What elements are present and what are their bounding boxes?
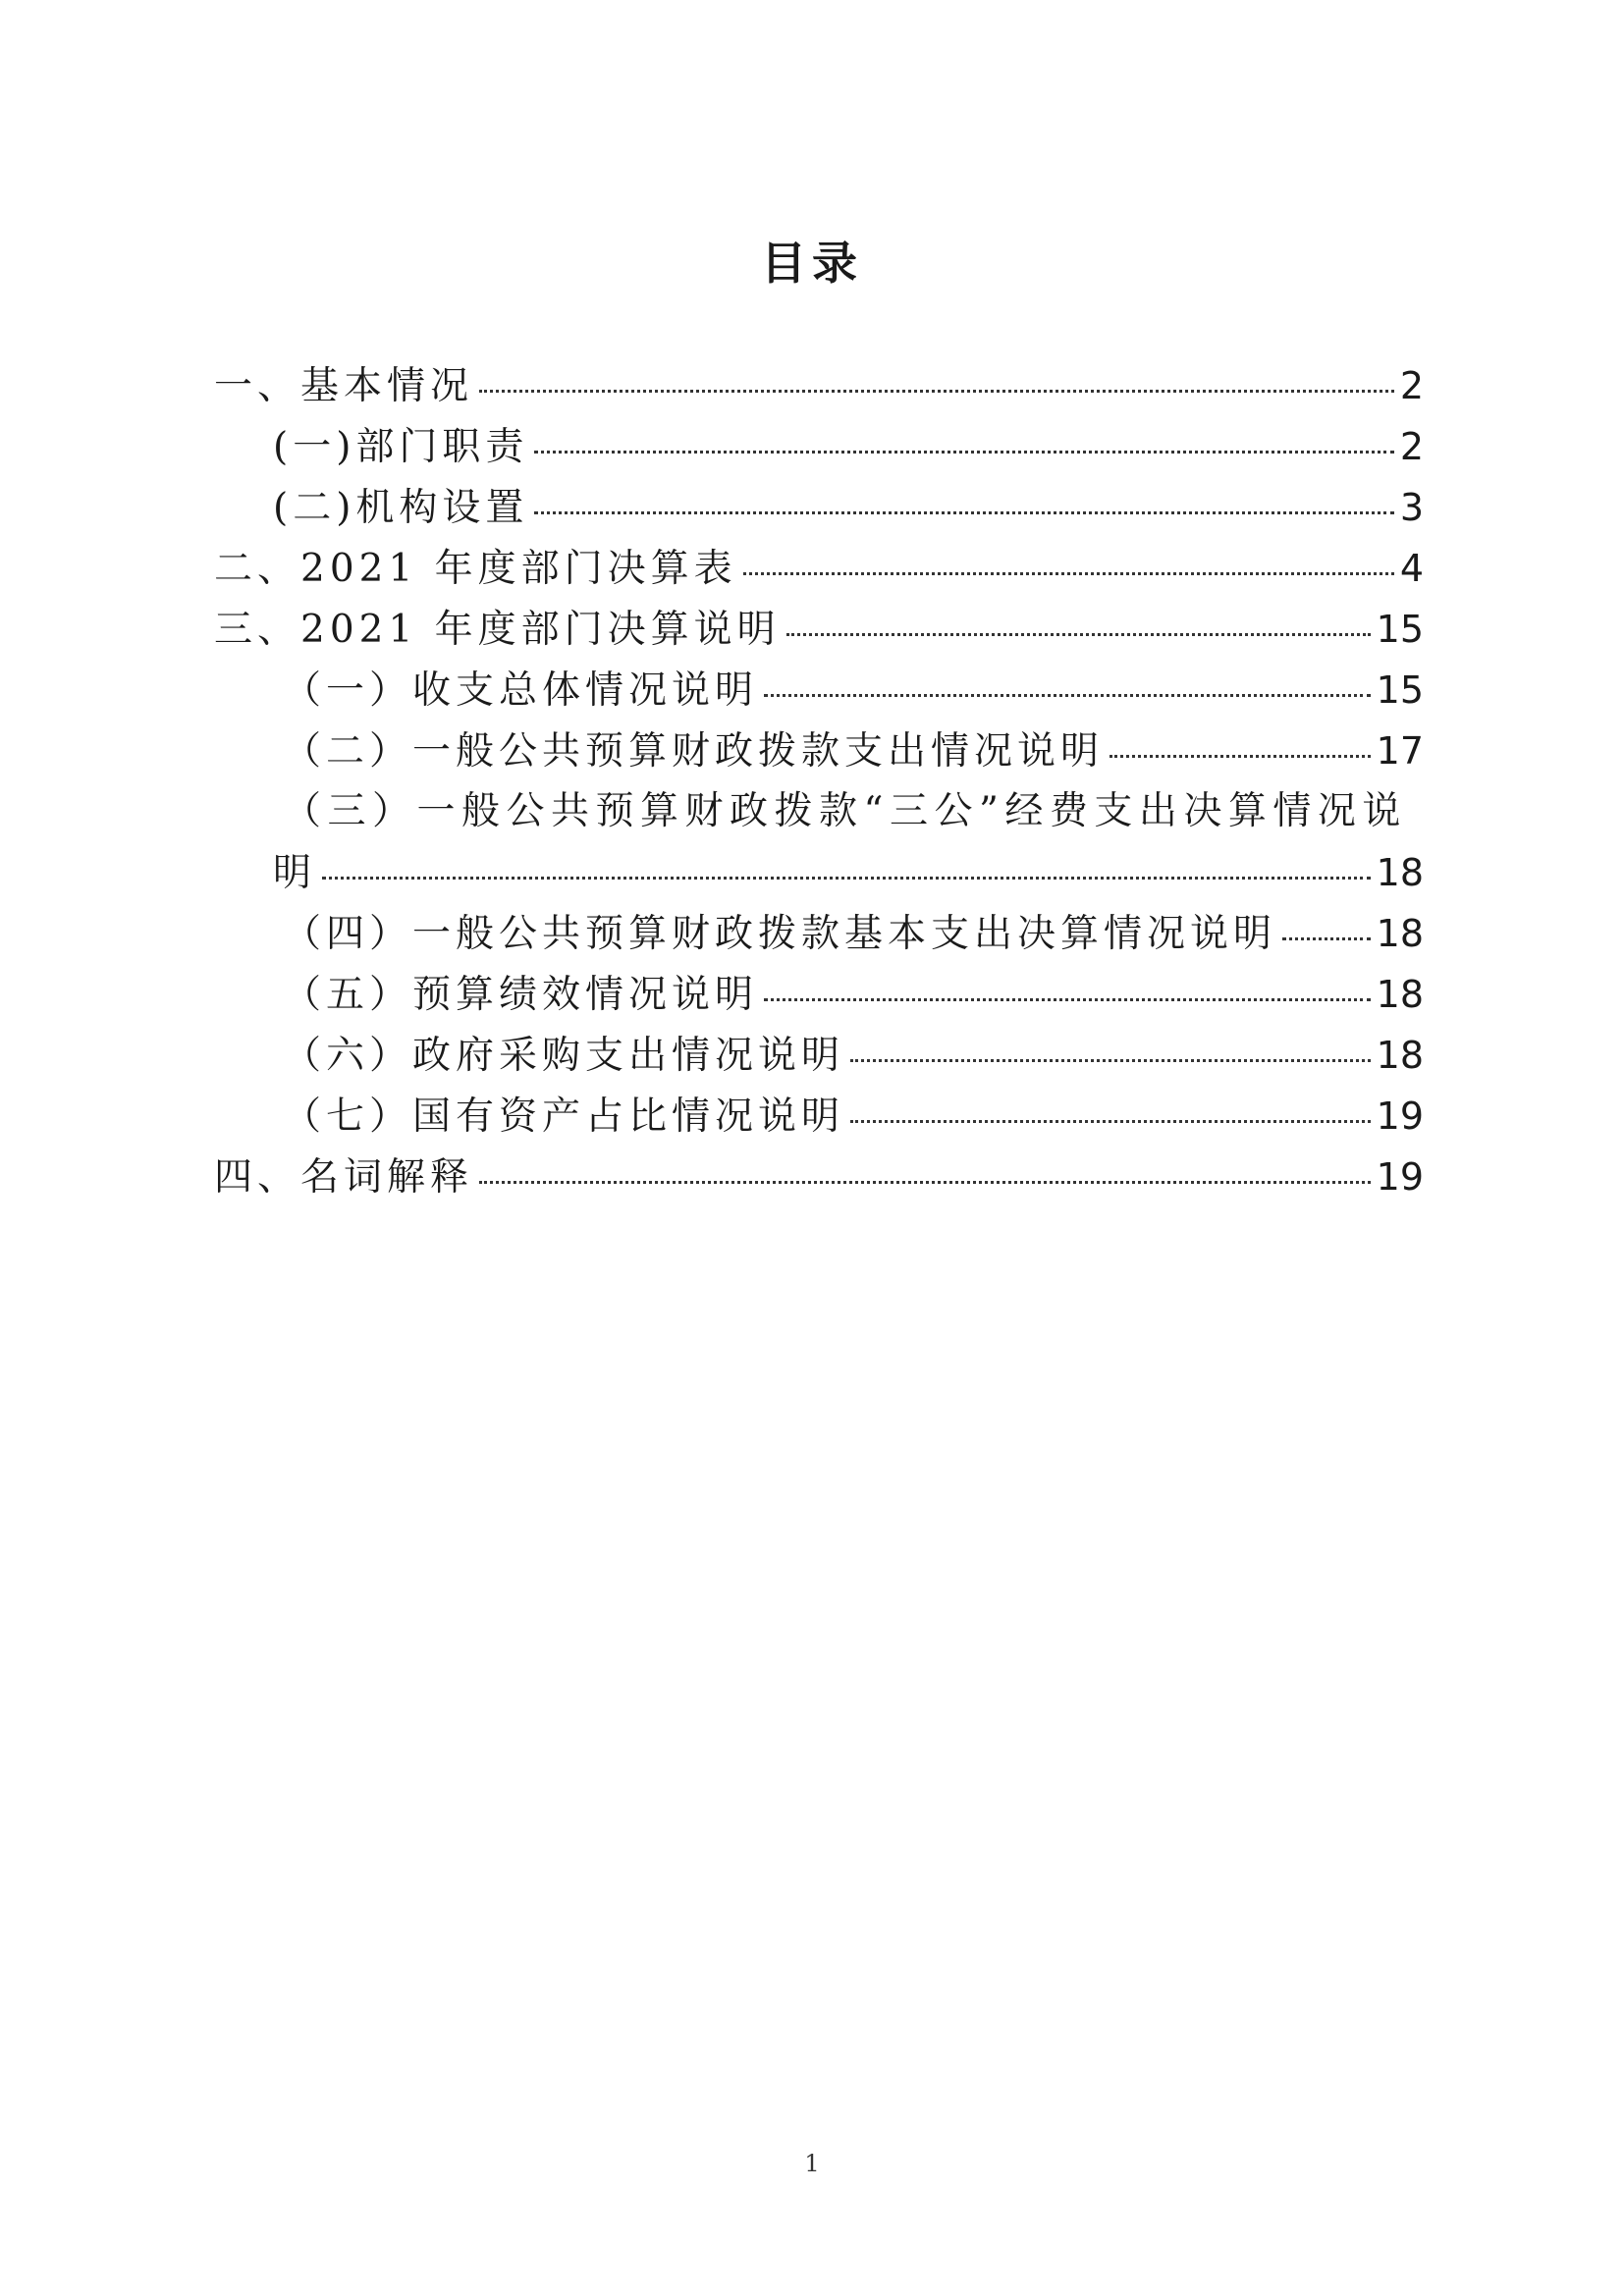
dot-leader bbox=[786, 633, 1371, 636]
toc-entry-page: 15 bbox=[1376, 668, 1424, 712]
toc-entry-page: 18 bbox=[1376, 912, 1424, 955]
dot-leader bbox=[534, 451, 1393, 454]
toc-entry-page: 18 bbox=[1376, 973, 1424, 1016]
dot-leader bbox=[743, 572, 1394, 575]
toc-title: 目录 bbox=[761, 237, 863, 290]
toc-entry-label-continued: 明 bbox=[273, 851, 317, 895]
toc-entry-page: 17 bbox=[1376, 729, 1424, 773]
dot-leader bbox=[479, 1181, 1371, 1184]
dot-leader bbox=[764, 998, 1371, 1001]
toc-entry-general-budget-expenditure[interactable] bbox=[214, 721, 1424, 781]
toc-entry-procurement[interactable] bbox=[214, 1025, 1424, 1086]
dot-leader bbox=[479, 390, 1394, 393]
dot-leader bbox=[850, 1059, 1371, 1062]
toc-entry-label: 四、名词解释 bbox=[214, 1155, 474, 1200]
toc-entry-label: （五）预算绩效情况说明 bbox=[283, 973, 759, 1017]
toc-entry-org-setup[interactable] bbox=[214, 477, 1424, 538]
dot-leader bbox=[764, 694, 1371, 697]
toc-entry-page: 2 bbox=[1399, 364, 1424, 407]
dot-leader bbox=[1282, 937, 1371, 940]
toc-entry-performance[interactable] bbox=[214, 964, 1424, 1025]
toc-entry-label: （七）国有资产占比情况说明 bbox=[283, 1095, 845, 1139]
toc-entry-page: 19 bbox=[1376, 1095, 1424, 1138]
toc-entry-overall-revenue[interactable] bbox=[214, 660, 1424, 721]
toc-entry-page: 4 bbox=[1399, 547, 1424, 590]
toc-entry-three-public-expenses-cont[interactable] bbox=[214, 842, 1424, 903]
toc-entry-label: (二)机构设置 bbox=[273, 486, 529, 530]
toc-entry-label: 一、基本情况 bbox=[214, 364, 474, 408]
toc-entry-label: （二）一般公共预算财政拨款支出情况说明 bbox=[283, 729, 1105, 774]
toc-entry-final-accounts-tables[interactable] bbox=[214, 538, 1424, 599]
toc-entry-page: 3 bbox=[1399, 486, 1424, 529]
toc-entry-glossary[interactable] bbox=[214, 1147, 1424, 1207]
toc-entry-label: 二、2021 年度部门决算表 bbox=[214, 547, 737, 591]
toc-entry-basic-expenditure[interactable] bbox=[214, 903, 1424, 964]
dot-leader bbox=[1110, 755, 1371, 758]
toc-entry-label: (一)部门职责 bbox=[273, 425, 529, 469]
toc-entry-state-assets[interactable] bbox=[214, 1086, 1424, 1147]
dot-leader bbox=[850, 1120, 1371, 1123]
toc-entry-page: 19 bbox=[1376, 1155, 1424, 1199]
toc-entry-basic-info[interactable] bbox=[214, 355, 1424, 416]
toc-entry-label: 三、2021 年度部门决算说明 bbox=[214, 608, 781, 652]
toc-entry-page: 18 bbox=[1376, 1034, 1424, 1077]
toc-entry-page: 15 bbox=[1376, 608, 1424, 651]
toc-entry-page: 2 bbox=[1399, 425, 1424, 468]
toc-entry-label: （四）一般公共预算财政拨款基本支出决算情况说明 bbox=[283, 912, 1277, 956]
dot-leader bbox=[322, 877, 1371, 880]
toc-entry-final-accounts-notes[interactable] bbox=[214, 599, 1424, 660]
table-of-contents bbox=[214, 355, 1424, 1207]
toc-entry-label: （六）政府采购支出情况说明 bbox=[283, 1034, 845, 1078]
page-number: 1 bbox=[804, 2150, 820, 2177]
dot-leader bbox=[534, 511, 1393, 514]
toc-entry-label: （一）收支总体情况说明 bbox=[283, 668, 759, 713]
toc-entry-dept-duties[interactable] bbox=[214, 416, 1424, 477]
toc-entry-page: 18 bbox=[1376, 851, 1424, 894]
toc-entry-label: （三）一般公共预算财政拨款“三公”经费支出决算情况说 bbox=[283, 789, 1407, 833]
toc-entry-three-public-expenses[interactable] bbox=[214, 781, 1424, 842]
